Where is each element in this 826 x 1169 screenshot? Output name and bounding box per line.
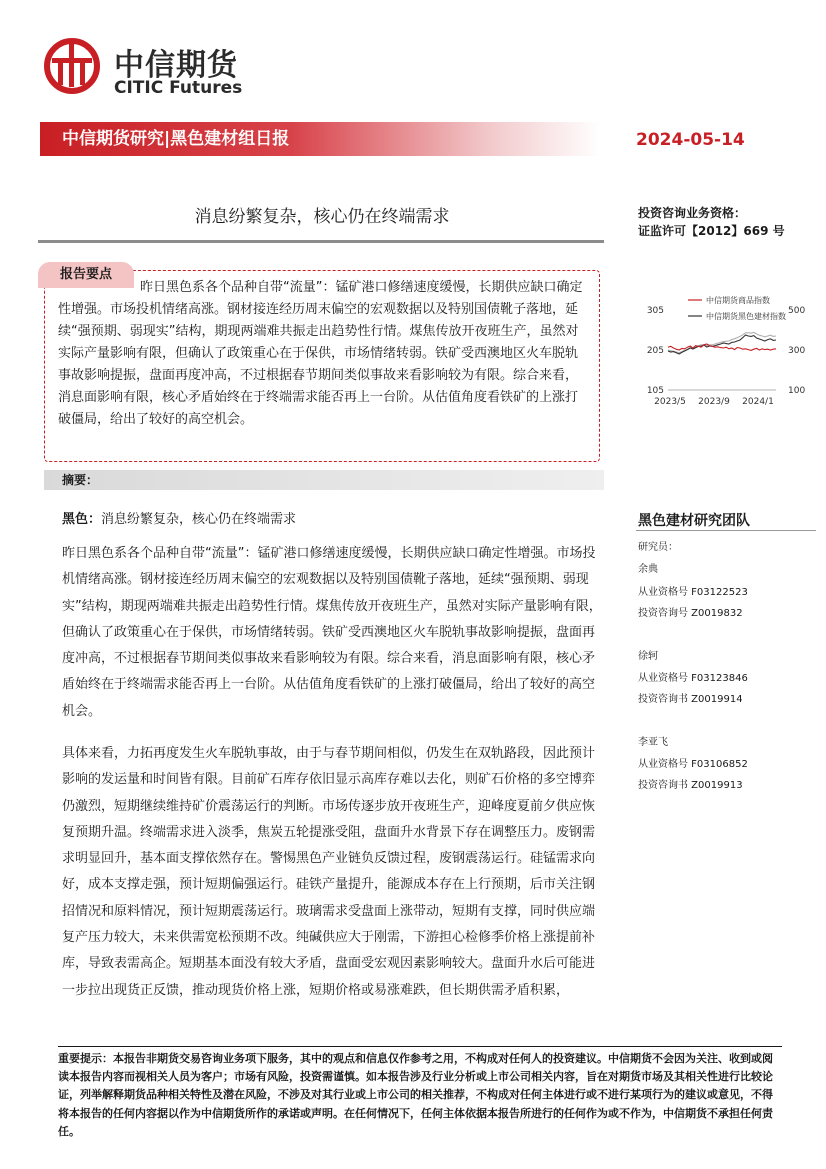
qualification-label: 投资咨询业务资格： bbox=[638, 206, 747, 220]
member-license: 投资咨询书 Z0019913 bbox=[638, 780, 743, 791]
index-chart bbox=[636, 288, 816, 412]
citic-logo-icon bbox=[38, 38, 108, 94]
series-line bbox=[668, 335, 776, 354]
summary-paragraph-2: 具体来看，力拓再度发生火车脱轨事故，由于与春节期间相似，仍发生在双轨路段，因此预计影响的发运量和时间皆有限。目前矿石库存依旧显示高库存难以去化，则矿石价格的多空博弈仍激烈，短期继续维持矿价震荡运行的判断。市场传逐步放开夜班生产，迎峰度夏前夕供应恢复预期升温。终端需求进入淡季，焦炭五轮提涨受阻，盘面升水背景下存在调整压力。废钢需求明显回升，基本面支撑依然存在。警惕黑色产业链负反馈过程，废钢震荡运行。硅锰需求向好，成本支撑走强，预计短期偏强运行。硅铁产量提升，能源成本存在上行预期，后市关注钢招情况和原料情况，预计短期震荡运行。玻璃需求受盘面上涨带动，短期有支撑，同时供应端复产压力较大，未来供需宽松预期不改。纯碱供应大于刚需，下游担心检修季价格上涨提前补库，导致表需高企。短期基本面没有较大矛盾，盘面受宏观因素影响较大。盘面升水后可能进一步拉出现货正反馈，推动现货价格上涨，短期价格或易涨难跌，但长期供需矛盾积累， bbox=[62, 746, 596, 998]
legend-label: 中信期货商品指数 bbox=[706, 296, 770, 305]
team-title: 黑色建材研究团队 bbox=[638, 513, 750, 529]
disclaimer-divider bbox=[58, 1046, 782, 1047]
report-date: 2024-05-14 bbox=[636, 130, 745, 150]
qualification-value: 证监许可【2012】669 号 bbox=[638, 224, 785, 238]
black-headline-text: 消息纷繁复杂，核心仍在终端需求 bbox=[101, 512, 297, 527]
member-license: 从业资格号 F03123846 bbox=[638, 673, 748, 684]
y-left-tick-label: 305 bbox=[646, 306, 664, 316]
y-left-tick-label: 105 bbox=[646, 386, 664, 396]
member-license: 投资咨询号 Z0019832 bbox=[638, 608, 743, 619]
series-line bbox=[668, 344, 776, 350]
legend-label: 中信期货黑色建材指数 bbox=[706, 312, 786, 321]
member-license: 投资咨询书 Z0019914 bbox=[638, 694, 743, 705]
title-divider bbox=[38, 240, 604, 243]
black-headline bbox=[62, 508, 296, 527]
y-right-tick-label: 300 bbox=[788, 346, 806, 356]
black-label: 黑色： bbox=[62, 512, 102, 527]
logo-en-text: CITIC Futures bbox=[114, 78, 243, 98]
member-name: 徐轲 bbox=[638, 651, 658, 662]
logo-cn-text: 中信期货 bbox=[114, 48, 238, 83]
y-right-tick-label: 100 bbox=[788, 386, 806, 396]
y-right-tick-label: 500 bbox=[788, 306, 806, 316]
member-license: 从业资格号 F03106852 bbox=[638, 759, 748, 770]
member-name: 余典 bbox=[638, 564, 658, 575]
member-name: 李亚飞 bbox=[638, 737, 668, 748]
key-points-tag: 报告要点 bbox=[38, 262, 134, 288]
summary-paragraph-1: 昨日黑色系各个品种自带“流量”：锰矿港口修缮速度缓慢，长期供应缺口确定性增强。市场投机情绪高涨。钢材接连经历周末偏空的宏观数据以及特别国债靴子落地，延续“强预期、弱现实”结构，期现两端难共振走出趋势性行情。煤焦传放开夜班生产，虽然对实际产量影响有限，但确认了政策重心在于保供，市场情绪转弱。铁矿受西澳地区火车脱轨事故影响提振，盘面再度冲高，不过根据春节期间类似事故来看影响较为有限。综合来看，消息面影响有限，核心矛盾始终在于终端需求能否再上一台阶。从估值角度看铁矿的上涨打破僵局，给出了较好的高空机会。 bbox=[62, 546, 602, 719]
report-series-title: 中信期货研究|黑色建材组日报 bbox=[62, 129, 290, 149]
x-tick-label: 2023/5 bbox=[654, 397, 686, 407]
team-divider bbox=[636, 530, 816, 531]
team-role: 研究员： bbox=[638, 542, 678, 553]
x-tick-label: 2023/9 bbox=[698, 397, 730, 407]
disclaimer: 重要提示：本报告非期货交易咨询业务项下服务，其中的观点和信息仅作参考之用，不构成对任何人的投资建议。中信期货不会因为关注、收到或阅读本报告内容而视相关人员为客户；市场有风险，投资需谨慎。如本报告涉及行业分析或上市公司相关内容，旨在对期货市场及其相关性进行比较论证，列举解释期货品种相关特性及潜在风险，不涉及对其行业或上市公司的相关推荐，不构成对任何主体进行或不进行某项行为的建议或意见，不得将本报告的任何内容据以作为中信期货所作的承诺或声明。在任何情况下，任何主体依据本报告所进行的任何作为或不作为，中信期货不承担任何责任。 bbox=[58, 1052, 773, 1138]
x-tick-label: 2024/1 bbox=[742, 397, 774, 407]
member-license: 从业资格号 F03122523 bbox=[638, 587, 748, 598]
key-points-text: 昨日黑色系各个品种自带“流量”：锰矿港口修缮速度缓慢，长期供应缺口确定性增强。市场投机情绪高涨。钢材接连经历周末偏空的宏观数据以及特别国债靴子落地，延续“强预期、弱现实”结构，期现两端难共振走出趋势性行情。煤焦传放开夜班生产，虽然对实际产量影响有限，但确认了政策重心在于保供，市场情绪转弱。铁矿受西澳地区火车脱轨事故影响提振，盘面再度冲高，不过根据春节期间类似事故来看影响较为有限。综合来看，消息面影响有限，核心矛盾始终在于终端需求能否再上一台阶。从估值角度看铁矿的上涨打破僵局，给出了较好的高空机会。 bbox=[58, 280, 583, 427]
y-left-tick-label: 205 bbox=[646, 346, 664, 356]
page-title: 消息纷繁复杂，核心仍在终端需求 bbox=[194, 207, 450, 227]
summary-bar bbox=[44, 470, 604, 490]
summary-label: 摘要： bbox=[62, 473, 99, 487]
